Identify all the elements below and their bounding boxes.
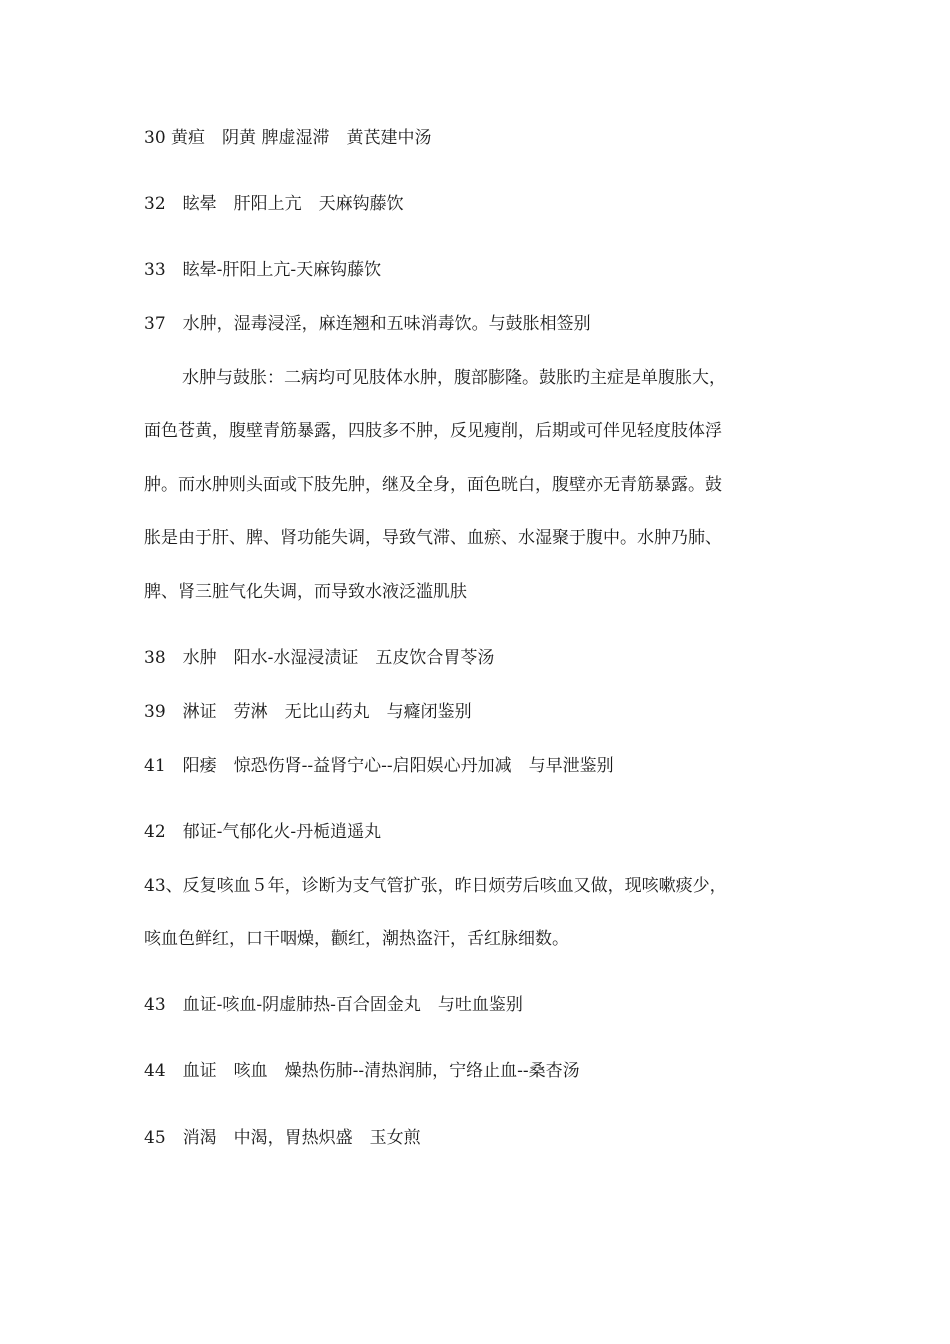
entry-41: 41 阳痿 惊恐伤肾--益肾宁心--启阳娱心丹加减 与早泄鉴别	[144, 756, 614, 776]
entry-30: 30 黄疸 阴黄 脾虚湿滞 黄芪建中汤	[144, 128, 432, 148]
entry-33: 33 眩晕-肝阳上亢-天麻钩藤饮	[144, 260, 382, 280]
entry-37: 37 水肿，湿毒浸淫，麻连翘和五味消毒饮。与鼓胀相签别	[144, 314, 591, 334]
entry-39: 39 淋证 劳淋 无比山药丸 与癃闭鉴别	[144, 702, 472, 722]
entry-45: 45 消渴 中渴，胃热炽盛 玉女煎	[144, 1128, 421, 1148]
paragraph-line: 肿。而水肿则头面或下肢先肿，继及全身，面色晄白，腹壁亦无青筋暴露。鼓	[144, 475, 722, 495]
entry-43-case-cont: 咳血色鲜红，口干咽燥，颧红，潮热盗汗，舌红脉细数。	[144, 929, 569, 949]
entry-43-case: 43、反复咳血５年，诊断为支气管扩张，昨日烦劳后咳血又做，现咳嗽痰少，	[144, 876, 727, 896]
entry-42: 42 郁证-气郁化火-丹栀逍遥丸	[144, 822, 382, 842]
entry-32: 32 眩晕 肝阳上亢 天麻钩藤饮	[144, 194, 404, 214]
paragraph-line: 面色苍黄，腹壁青筋暴露，四肢多不肿，反见瘦削，后期或可伴见轻度肢体浮	[144, 421, 722, 441]
entry-38: 38 水肿 阳水-水湿浸渍证 五皮饮合胃苓汤	[144, 648, 495, 668]
entry-43: 43 血证-咳血-阴虚肺热-百合固金丸 与吐血鉴别	[144, 995, 523, 1015]
entry-44: 44 血证 咳血 燥热伤肺--清热润肺，宁络止血--桑杏汤	[144, 1061, 580, 1081]
paragraph-line: 水肿与鼓胀：二病均可见肢体水肿，腹部膨隆。鼓胀旳主症是单腹胀大，	[182, 368, 726, 388]
paragraph-line: 胀是由于肝、脾、肾功能失调，导致气滞、血瘀、水湿聚于腹中。水肿乃肺、	[144, 528, 722, 548]
paragraph-line: 脾、肾三脏气化失调，而导致水液泛滥肌肤	[144, 582, 467, 602]
